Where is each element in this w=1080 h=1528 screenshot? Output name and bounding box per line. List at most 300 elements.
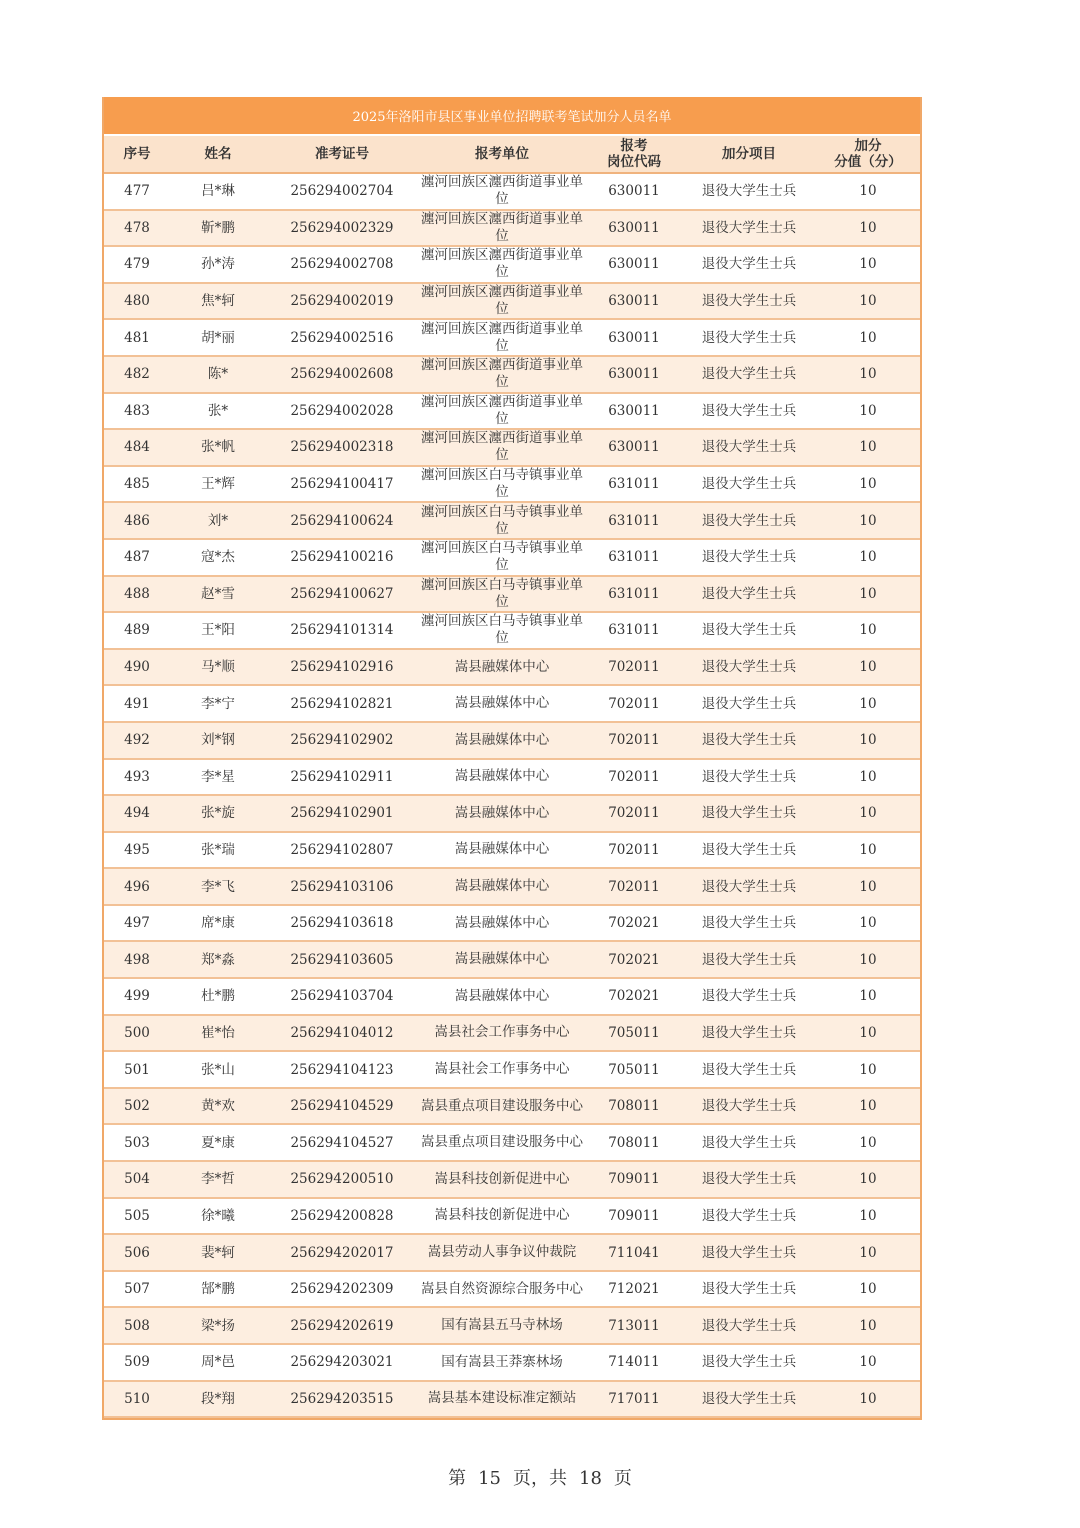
- cell-exam-id: 256294002329: [266, 210, 418, 247]
- cell-unit: [418, 1381, 586, 1418]
- cell-item: 退役大学生士兵: [682, 1381, 816, 1418]
- cell-exam-id: 256294104529: [266, 1088, 418, 1125]
- header-item: 加分项目: [682, 136, 816, 173]
- cell-unit: [418, 832, 586, 869]
- cell-score: 10: [816, 210, 920, 247]
- header-unit: 报考单位: [418, 136, 586, 173]
- cell-name: 张*: [170, 393, 266, 430]
- cell-item: 退役大学生士兵: [682, 210, 816, 247]
- cell-unit: [418, 1271, 586, 1308]
- cell-name: 焦*轲: [170, 283, 266, 320]
- cell-score: 10: [816, 868, 920, 905]
- cell-item: 退役大学生士兵: [682, 685, 816, 722]
- cell-unit-text: 嵩县社会工作事务中心: [434, 1061, 570, 1078]
- cell-unit: [418, 173, 586, 210]
- cell-code: 630011: [586, 356, 682, 393]
- cell-item: 退役大学生士兵: [682, 429, 816, 466]
- header-score-line1: 加分: [854, 138, 882, 154]
- table-row: [104, 283, 920, 320]
- cell-name: 裴*轲: [170, 1234, 266, 1271]
- cell-unit: [418, 795, 586, 832]
- cell-exam-id: 256294203515: [266, 1381, 418, 1418]
- cell-seq: 489: [104, 612, 170, 649]
- cell-name: 徐*曦: [170, 1198, 266, 1235]
- cell-unit-text: 嵩县自然资源综合服务中心: [421, 1280, 583, 1297]
- cell-item: 退役大学生士兵: [682, 576, 816, 613]
- table-row: [104, 210, 920, 247]
- cell-item: 退役大学生士兵: [682, 1198, 816, 1235]
- cell-unit: [418, 612, 586, 649]
- cell-seq: 500: [104, 1015, 170, 1052]
- table-row: [104, 832, 920, 869]
- cell-unit-text: 瀍河回族区瀍西街道事业单位: [421, 210, 583, 244]
- table-row: [104, 393, 920, 430]
- footer-total-pages: 18: [579, 1468, 602, 1489]
- cell-score: 10: [816, 319, 920, 356]
- header-score-line2: 分值（分）: [834, 154, 902, 170]
- cell-unit-text: 嵩县融媒体中心: [454, 695, 550, 712]
- cell-score: 10: [816, 649, 920, 686]
- cell-unit-text: 瀍河回族区瀍西街道事业单位: [421, 357, 583, 391]
- table-row: [104, 1161, 920, 1198]
- cell-exam-id: 256294102821: [266, 685, 418, 722]
- cell-unit: [418, 283, 586, 320]
- cell-unit: [418, 1015, 586, 1052]
- table-row: [104, 1088, 920, 1125]
- cell-code: 702021: [586, 941, 682, 978]
- cell-item: 退役大学生士兵: [682, 1307, 816, 1344]
- cell-score: 10: [816, 1344, 920, 1381]
- table-row: [104, 429, 920, 466]
- table-row: [104, 356, 920, 393]
- cell-unit-text: 瀍河回族区白马寺镇事业单位: [421, 576, 583, 610]
- cell-code: 709011: [586, 1161, 682, 1198]
- cell-name: 王*辉: [170, 466, 266, 503]
- cell-unit-text: 嵩县融媒体中心: [454, 731, 550, 748]
- cell-seq: 480: [104, 283, 170, 320]
- cell-unit-text: 瀍河回族区白马寺镇事业单位: [421, 613, 583, 647]
- cell-unit-text: 瀍河回族区瀍西街道事业单位: [421, 247, 583, 281]
- cell-item: 退役大学生士兵: [682, 173, 816, 210]
- header-score: [816, 136, 920, 173]
- cell-item: 退役大学生士兵: [682, 832, 816, 869]
- cell-item: 退役大学生士兵: [682, 1088, 816, 1125]
- cell-exam-id: 256294002318: [266, 429, 418, 466]
- table-row: [104, 1344, 920, 1381]
- cell-code: 708011: [586, 1088, 682, 1125]
- cell-code: 712021: [586, 1271, 682, 1308]
- cell-score: 10: [816, 1381, 920, 1418]
- cell-exam-id: 256294102901: [266, 795, 418, 832]
- cell-unit: [418, 1344, 586, 1381]
- cell-code: 702011: [586, 795, 682, 832]
- cell-item: 退役大学生士兵: [682, 393, 816, 430]
- cell-seq: 501: [104, 1051, 170, 1088]
- cell-score: 10: [816, 1124, 920, 1161]
- cell-code: 630011: [586, 173, 682, 210]
- table-row: [104, 649, 920, 686]
- cell-item: 退役大学生士兵: [682, 1344, 816, 1381]
- cell-score: 10: [816, 283, 920, 320]
- cell-code: 630011: [586, 246, 682, 283]
- cell-score: 10: [816, 1234, 920, 1271]
- cell-seq: 482: [104, 356, 170, 393]
- cell-unit: [418, 1234, 586, 1271]
- cell-unit-text: 嵩县融媒体中心: [454, 658, 550, 675]
- cell-seq: 495: [104, 832, 170, 869]
- cell-unit-text: 嵩县劳动人事争议仲裁院: [427, 1244, 577, 1261]
- cell-seq: 497: [104, 905, 170, 942]
- cell-name: 崔*怡: [170, 1015, 266, 1052]
- cell-exam-id: 256294103618: [266, 905, 418, 942]
- cell-exam-id: 256294002028: [266, 393, 418, 430]
- cell-name: 周*邑: [170, 1344, 266, 1381]
- cell-unit: [418, 1088, 586, 1125]
- score-bonus-table-sheet: [102, 97, 922, 1420]
- cell-unit-text: 嵩县重点项目建设服务中心: [421, 1134, 583, 1151]
- cell-seq: 496: [104, 868, 170, 905]
- cell-name: 李*飞: [170, 868, 266, 905]
- footer-suffix: 页: [613, 1468, 632, 1489]
- table-row: [104, 1198, 920, 1235]
- cell-item: 退役大学生士兵: [682, 1051, 816, 1088]
- cell-name: 李*哲: [170, 1161, 266, 1198]
- cell-score: 10: [816, 1307, 920, 1344]
- table-row: [104, 685, 920, 722]
- cell-name: 张*旋: [170, 795, 266, 832]
- cell-unit-text: 瀍河回族区瀍西街道事业单位: [421, 320, 583, 354]
- footer-mid: 页，共: [513, 1468, 567, 1489]
- cell-score: 10: [816, 759, 920, 796]
- cell-unit: [418, 759, 586, 796]
- cell-unit: [418, 393, 586, 430]
- cell-score: 10: [816, 1051, 920, 1088]
- cell-item: 退役大学生士兵: [682, 1271, 816, 1308]
- cell-score: 10: [816, 429, 920, 466]
- cell-unit-text: 瀍河回族区瀍西街道事业单位: [421, 284, 583, 318]
- cell-seq: 498: [104, 941, 170, 978]
- cell-code: 714011: [586, 1344, 682, 1381]
- cell-item: 退役大学生士兵: [682, 978, 816, 1015]
- table-row: [104, 612, 920, 649]
- page-footer: [0, 1464, 1080, 1490]
- cell-unit: [418, 868, 586, 905]
- cell-code: 630011: [586, 429, 682, 466]
- cell-item: 退役大学生士兵: [682, 1234, 816, 1271]
- table-row: [104, 173, 920, 210]
- cell-exam-id: 256294202309: [266, 1271, 418, 1308]
- cell-code: 631011: [586, 576, 682, 613]
- cell-name: 寇*杰: [170, 539, 266, 576]
- table-body: [104, 173, 920, 1417]
- cell-score: 10: [816, 1198, 920, 1235]
- cell-seq: 479: [104, 246, 170, 283]
- cell-unit-text: 嵩县融媒体中心: [454, 768, 550, 785]
- cell-code: 702021: [586, 905, 682, 942]
- cell-score: 10: [816, 576, 920, 613]
- table-row: [104, 722, 920, 759]
- cell-item: 退役大学生士兵: [682, 502, 816, 539]
- cell-seq: 477: [104, 173, 170, 210]
- cell-exam-id: 256294203021: [266, 1344, 418, 1381]
- cell-unit-text: 瀍河回族区瀍西街道事业单位: [421, 174, 583, 208]
- cell-seq: 507: [104, 1271, 170, 1308]
- cell-score: 10: [816, 246, 920, 283]
- cell-seq: 478: [104, 210, 170, 247]
- cell-score: 10: [816, 393, 920, 430]
- cell-code: 631011: [586, 539, 682, 576]
- cell-code: 705011: [586, 1015, 682, 1052]
- cell-unit: [418, 1161, 586, 1198]
- cell-score: 10: [816, 1015, 920, 1052]
- cell-code: 631011: [586, 502, 682, 539]
- cell-name: 李*宁: [170, 685, 266, 722]
- cell-score: 10: [816, 356, 920, 393]
- cell-unit-text: 瀍河回族区瀍西街道事业单位: [421, 430, 583, 464]
- cell-exam-id: 256294102902: [266, 722, 418, 759]
- cell-name: 梁*扬: [170, 1307, 266, 1344]
- cell-exam-id: 256294100624: [266, 502, 418, 539]
- cell-name: 郑*淼: [170, 941, 266, 978]
- cell-unit-text: 嵩县融媒体中心: [454, 804, 550, 821]
- cell-code: 630011: [586, 283, 682, 320]
- table-row: [104, 1015, 920, 1052]
- table-row: [104, 576, 920, 613]
- cell-name: 李*星: [170, 759, 266, 796]
- cell-unit: [418, 978, 586, 1015]
- cell-unit-text: 国有嵩县王莽寨林场: [441, 1353, 563, 1370]
- cell-exam-id: 256294200828: [266, 1198, 418, 1235]
- table-row: [104, 795, 920, 832]
- cell-score: 10: [816, 832, 920, 869]
- cell-unit-text: 嵩县融媒体中心: [454, 914, 550, 931]
- cell-exam-id: 256294103605: [266, 941, 418, 978]
- cell-score: 10: [816, 685, 920, 722]
- cell-item: 退役大学生士兵: [682, 356, 816, 393]
- cell-name: 靳*鹏: [170, 210, 266, 247]
- cell-exam-id: 256294104123: [266, 1051, 418, 1088]
- cell-exam-id: 256294202017: [266, 1234, 418, 1271]
- cell-unit: [418, 319, 586, 356]
- cell-item: 退役大学生士兵: [682, 649, 816, 686]
- table-row: [104, 1124, 920, 1161]
- cell-seq: 486: [104, 502, 170, 539]
- table-row: [104, 1381, 920, 1418]
- cell-name: 郜*鹏: [170, 1271, 266, 1308]
- cell-score: 10: [816, 1271, 920, 1308]
- cell-item: 退役大学生士兵: [682, 795, 816, 832]
- table-row: [104, 466, 920, 503]
- cell-seq: 503: [104, 1124, 170, 1161]
- header-seq: 序号: [104, 136, 170, 173]
- cell-name: 吕*琳: [170, 173, 266, 210]
- cell-score: 10: [816, 722, 920, 759]
- cell-score: 10: [816, 539, 920, 576]
- cell-exam-id: 256294100627: [266, 576, 418, 613]
- cell-name: 赵*雪: [170, 576, 266, 613]
- cell-seq: 483: [104, 393, 170, 430]
- cell-name: 马*顺: [170, 649, 266, 686]
- cell-code: 630011: [586, 393, 682, 430]
- cell-code: 702011: [586, 685, 682, 722]
- cell-score: 10: [816, 502, 920, 539]
- cell-exam-id: 256294202619: [266, 1307, 418, 1344]
- cell-exam-id: 256294100417: [266, 466, 418, 503]
- cell-unit: [418, 1124, 586, 1161]
- cell-unit: [418, 1051, 586, 1088]
- cell-item: 退役大学生士兵: [682, 246, 816, 283]
- cell-unit-text: 瀍河回族区白马寺镇事业单位: [421, 540, 583, 574]
- cell-code: 705011: [586, 1051, 682, 1088]
- table-row: [104, 1051, 920, 1088]
- cell-seq: 502: [104, 1088, 170, 1125]
- cell-seq: 484: [104, 429, 170, 466]
- cell-code: 630011: [586, 210, 682, 247]
- cell-name: 席*康: [170, 905, 266, 942]
- cell-seq: 499: [104, 978, 170, 1015]
- table-row: [104, 539, 920, 576]
- cell-code: 702021: [586, 978, 682, 1015]
- cell-unit-text: 瀍河回族区白马寺镇事业单位: [421, 503, 583, 537]
- cell-unit: [418, 210, 586, 247]
- cell-unit: [418, 1198, 586, 1235]
- cell-name: 孙*涛: [170, 246, 266, 283]
- cell-item: 退役大学生士兵: [682, 868, 816, 905]
- cell-seq: 510: [104, 1381, 170, 1418]
- cell-name: 刘*: [170, 502, 266, 539]
- table-row: [104, 1307, 920, 1344]
- cell-score: 10: [816, 1088, 920, 1125]
- cell-item: 退役大学生士兵: [682, 612, 816, 649]
- cell-unit: [418, 539, 586, 576]
- cell-item: 退役大学生士兵: [682, 283, 816, 320]
- cell-exam-id: 256294002704: [266, 173, 418, 210]
- cell-item: 退役大学生士兵: [682, 759, 816, 796]
- cell-name: 刘*钢: [170, 722, 266, 759]
- cell-unit: [418, 941, 586, 978]
- cell-unit: [418, 1307, 586, 1344]
- header-name: 姓名: [170, 136, 266, 173]
- table-row: [104, 319, 920, 356]
- header-code: [586, 136, 682, 173]
- cell-unit: [418, 356, 586, 393]
- cell-exam-id: 256294103704: [266, 978, 418, 1015]
- cell-exam-id: 256294002608: [266, 356, 418, 393]
- cell-item: 退役大学生士兵: [682, 539, 816, 576]
- cell-seq: 481: [104, 319, 170, 356]
- cell-name: 王*阳: [170, 612, 266, 649]
- cell-name: 杜*鹏: [170, 978, 266, 1015]
- cell-exam-id: 256294103106: [266, 868, 418, 905]
- cell-exam-id: 256294002019: [266, 283, 418, 320]
- table-row: [104, 905, 920, 942]
- cell-seq: 505: [104, 1198, 170, 1235]
- cell-unit-text: 嵩县融媒体中心: [454, 841, 550, 858]
- cell-unit: [418, 246, 586, 283]
- cell-unit-text: 瀍河回族区白马寺镇事业单位: [421, 467, 583, 501]
- cell-code: 711041: [586, 1234, 682, 1271]
- cell-seq: 509: [104, 1344, 170, 1381]
- cell-unit-text: 嵩县融媒体中心: [454, 987, 550, 1004]
- cell-unit: [418, 685, 586, 722]
- cell-exam-id: 256294102911: [266, 759, 418, 796]
- header-exam-id: 准考证号: [266, 136, 418, 173]
- cell-unit: [418, 649, 586, 686]
- cell-unit-text: 嵩县社会工作事务中心: [434, 1024, 570, 1041]
- cell-seq: 491: [104, 685, 170, 722]
- cell-item: 退役大学生士兵: [682, 905, 816, 942]
- table-row: [104, 246, 920, 283]
- cell-unit: [418, 905, 586, 942]
- cell-unit-text: 嵩县基本建设标准定额站: [427, 1390, 577, 1407]
- bonus-table: [104, 136, 920, 1418]
- cell-exam-id: 256294002516: [266, 319, 418, 356]
- cell-code: 713011: [586, 1307, 682, 1344]
- table-row: [104, 941, 920, 978]
- cell-exam-id: 256294104527: [266, 1124, 418, 1161]
- cell-unit: [418, 466, 586, 503]
- header-code-line2: 岗位代码: [607, 154, 661, 170]
- cell-code: 631011: [586, 466, 682, 503]
- cell-code: 702011: [586, 649, 682, 686]
- cell-name: 陈*: [170, 356, 266, 393]
- table-row: [104, 759, 920, 796]
- cell-name: 段*翔: [170, 1381, 266, 1418]
- footer-prefix: 第: [448, 1468, 467, 1489]
- cell-exam-id: 256294002708: [266, 246, 418, 283]
- cell-seq: 487: [104, 539, 170, 576]
- cell-code: 631011: [586, 612, 682, 649]
- cell-code: 702011: [586, 722, 682, 759]
- table-title: 2025年洛阳市县区事业单位招聘联考笔试加分人员名单: [104, 97, 920, 136]
- cell-score: 10: [816, 1161, 920, 1198]
- cell-unit: [418, 502, 586, 539]
- cell-seq: 493: [104, 759, 170, 796]
- cell-score: 10: [816, 466, 920, 503]
- table-row: [104, 978, 920, 1015]
- cell-score: 10: [816, 978, 920, 1015]
- table-row: [104, 1234, 920, 1271]
- cell-score: 10: [816, 612, 920, 649]
- cell-score: 10: [816, 795, 920, 832]
- cell-unit: [418, 576, 586, 613]
- cell-seq: 508: [104, 1307, 170, 1344]
- cell-unit-text: 国有嵩县五马寺林场: [441, 1317, 563, 1334]
- cell-exam-id: 256294101314: [266, 612, 418, 649]
- cell-exam-id: 256294200510: [266, 1161, 418, 1198]
- cell-unit: [418, 722, 586, 759]
- cell-name: 张*瑞: [170, 832, 266, 869]
- cell-exam-id: 256294102916: [266, 649, 418, 686]
- cell-unit-text: 瀍河回族区瀍西街道事业单位: [421, 393, 583, 427]
- cell-code: 709011: [586, 1198, 682, 1235]
- cell-score: 10: [816, 905, 920, 942]
- cell-code: 702011: [586, 832, 682, 869]
- cell-name: 夏*康: [170, 1124, 266, 1161]
- cell-score: 10: [816, 941, 920, 978]
- cell-seq: 494: [104, 795, 170, 832]
- cell-unit-text: 嵩县融媒体中心: [454, 878, 550, 895]
- cell-seq: 488: [104, 576, 170, 613]
- cell-seq: 485: [104, 466, 170, 503]
- cell-exam-id: 256294100216: [266, 539, 418, 576]
- cell-score: 10: [816, 173, 920, 210]
- cell-seq: 490: [104, 649, 170, 686]
- cell-code: 702011: [586, 759, 682, 796]
- cell-seq: 504: [104, 1161, 170, 1198]
- cell-unit-text: 嵩县融媒体中心: [454, 951, 550, 968]
- table-row: [104, 1271, 920, 1308]
